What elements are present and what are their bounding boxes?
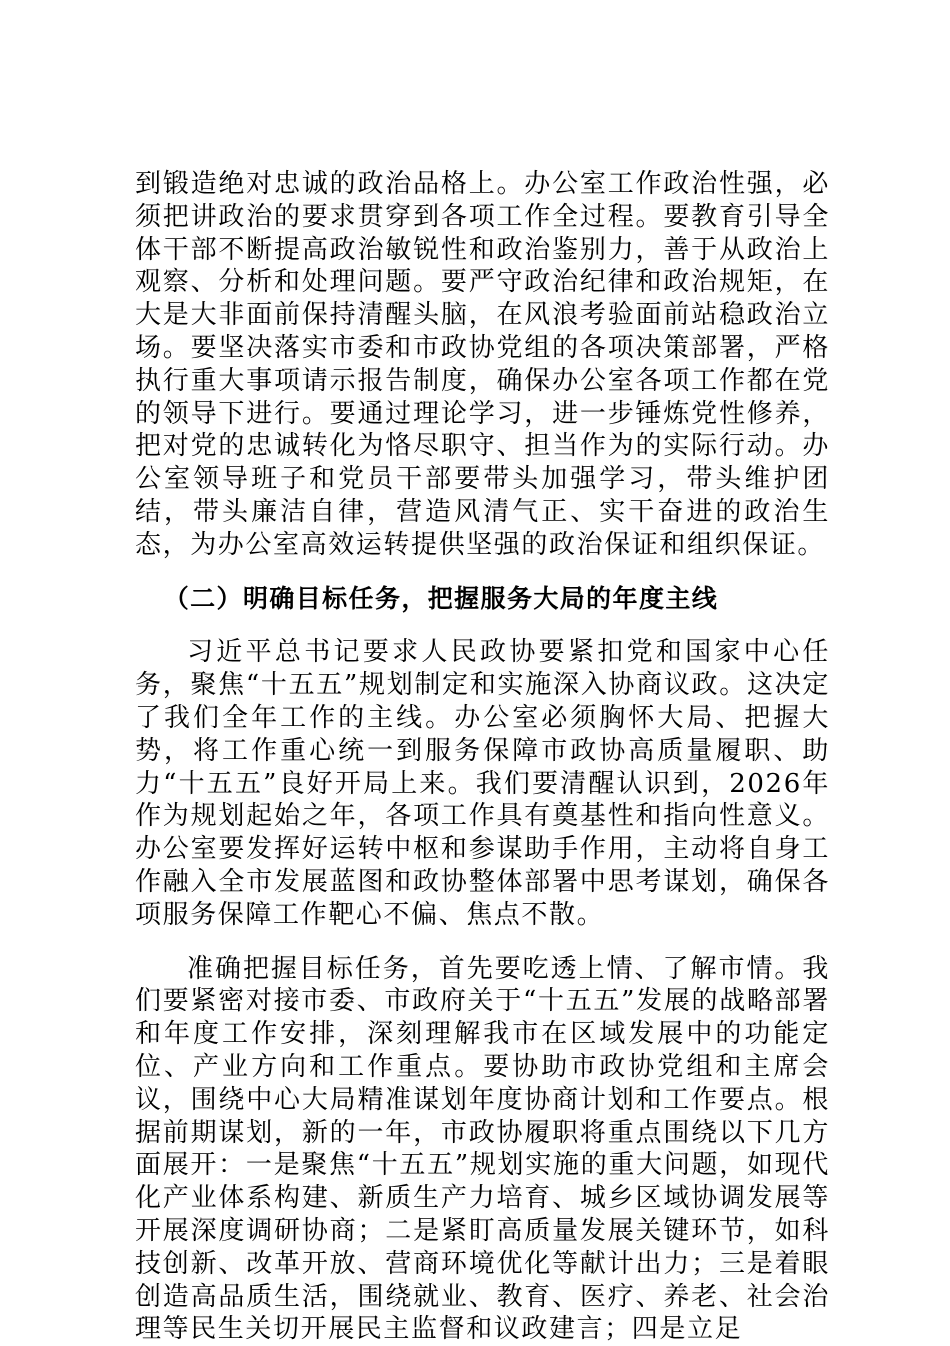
section-heading: （二）明确目标任务，把握服务大局的年度主线: [163, 583, 719, 613]
body-paragraph-3: 准确把握目标任务，首先要吃透上情、了解市情。我们要紧密对接市委、市政府关于“十五五”发展的战略部署和年度工作安排，深刻理解我市在区域发展中的功能定位、产业方向和工作重点。要协助市政协党组和主席会议，围绕中心大局精准谋划年度协商计划和工作要点。根据前期谋划，新的一年，市政协履职将重点围绕以下几方面展开：一是聚焦“十五五”规划实施的重大问题，如现代化产业体系构建、新质生产力培育、城乡区域协调发展等开展深度调研协商；二是紧盯高质量发展关键环节，如科技创新、改革开放、营商环境优化等献计出力；三是着眼创造高品质生活，围绕就业、教育、医疗、养老、社会治理等民生关切开展民主监督和议政建言；四是立足: [135, 953, 830, 1345]
document-body: [135, 168, 830, 1346]
body-paragraph-1: 到锻造绝对忠诚的政治品格上。办公室工作政治性强，必须把讲政治的要求贯穿到各项工作全过程。要教育引导全体干部不断提高政治敏锐性和政治鉴别力，善于从政治上观察、分析和处理问题。要严守政治纪律和政治规矩，在大是大非面前保持清醒头脑，在风浪考验面前站稳政治立场。要坚决落实市委和市政协党组的各项决策部署，严格执行重大事项请示报告制度，确保办公室各项工作都在党的领导下进行。要通过理论学习，进一步锤炼党性修养，把对党的忠诚转化为恪尽职守、担当作为的实际行动。办公室领导班子和党员干部要带头加强学习，带头维护团结，带头廉洁自律，营造风清气正、实干奋进的政治生态，为办公室高效运转提供坚强的政治保证和组织保证。: [135, 169, 830, 560]
body-paragraph-2: 习近平总书记要求人民政协要紧扣党和国家中心任务，聚焦“十五五”规划制定和实施深入协商议政。这决定了我们全年工作的主线。办公室必须胸怀大局、把握大势，将工作重心统一到服务保障市政协高质量履职、助力“十五五”良好开局上来。我们要清醒认识到，2026年作为规划起始之年，各项工作具有奠基性和指向性意义。办公室要发挥好运转中枢和参谋助手作用，主动将自身工作融入全市发展蓝图和政协整体部署中思考谋划，确保各项服务保障工作靶心不偏、焦点不散。: [135, 637, 830, 930]
